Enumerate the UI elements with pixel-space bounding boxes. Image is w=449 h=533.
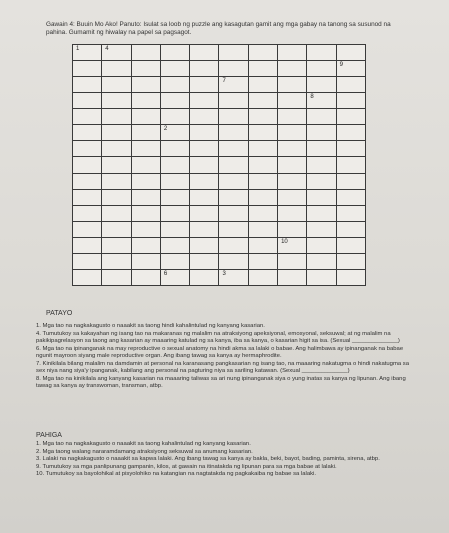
grid-cell[interactable] (248, 205, 277, 221)
grid-cell[interactable] (336, 157, 365, 173)
grid-cell[interactable] (190, 45, 219, 61)
grid-cell[interactable] (248, 253, 277, 269)
grid-cell[interactable] (131, 205, 160, 221)
grid-cell[interactable] (248, 221, 277, 237)
grid-cell[interactable] (102, 189, 131, 205)
grid-row (73, 237, 366, 253)
grid-row (73, 61, 366, 77)
grid-cell[interactable] (336, 61, 365, 77)
grid-cell[interactable] (219, 125, 248, 141)
grid-row (73, 173, 366, 189)
grid-cell[interactable] (190, 269, 219, 285)
grid-cell[interactable] (131, 77, 160, 93)
grid-cell[interactable] (336, 253, 365, 269)
grid-cell[interactable] (73, 141, 102, 157)
grid-cell[interactable] (278, 253, 307, 269)
grid-cell[interactable] (102, 109, 131, 125)
grid-cell[interactable] (307, 173, 336, 189)
grid-cell[interactable] (248, 45, 277, 61)
grid-cell[interactable] (131, 45, 160, 61)
grid-cell[interactable] (219, 173, 248, 189)
grid-cell[interactable] (307, 157, 336, 173)
grid-cell[interactable] (307, 77, 336, 93)
grid-cell[interactable] (219, 237, 248, 253)
grid-cell[interactable] (102, 173, 131, 189)
grid-cell[interactable] (336, 93, 365, 109)
grid-cell[interactable] (160, 141, 189, 157)
grid-cell[interactable] (73, 125, 102, 141)
grid-cell[interactable] (102, 77, 131, 93)
grid-cell[interactable] (307, 93, 336, 109)
grid-cell[interactable] (307, 45, 336, 61)
grid-cell[interactable] (307, 205, 336, 221)
clue-item: 7. Kinikilala bilang malalim na damdamin at personal na karanasang pangkasarian ng isang tao, na maaaring nakatugma o hindi nakatugma sa sex niya nang siya'y ipanganak, kabilang ang personal na pagturing niya sa sariling katawan. (Sexual ______________) (36, 360, 409, 374)
grid-cell[interactable] (73, 173, 102, 189)
grid-cell[interactable] (190, 125, 219, 141)
grid-row (73, 141, 366, 157)
grid-row (73, 189, 366, 205)
grid-cell[interactable] (190, 253, 219, 269)
grid-cell[interactable] (102, 237, 131, 253)
grid-cell[interactable] (336, 205, 365, 221)
clue-number: 1 (76, 46, 80, 52)
grid-cell[interactable] (160, 109, 189, 125)
grid-cell[interactable] (190, 205, 219, 221)
grid-cell[interactable] (190, 61, 219, 77)
grid-cell[interactable] (190, 173, 219, 189)
grid-cell[interactable] (278, 77, 307, 93)
grid-row (73, 253, 366, 269)
grid-cell[interactable] (160, 221, 189, 237)
grid-cell[interactable] (131, 157, 160, 173)
grid-cell[interactable] (102, 157, 131, 173)
grid-row (73, 157, 366, 173)
grid-row (73, 269, 366, 285)
grid-cell[interactable] (160, 237, 189, 253)
clue-item: 6. Mga tao na ipinanganak na may reproductive o sexual anatomy na hindi akma sa lalaki o babae. Ang halimbawa ay ipinanganak na babae ngunit mayroon siyang male reproductive organ. Ang ibang tawag sa kanya ay hermaphrodite. (36, 345, 404, 359)
grid-cell[interactable] (278, 93, 307, 109)
grid-cell[interactable] (248, 189, 277, 205)
grid-cell[interactable] (131, 93, 160, 109)
grid-cell[interactable] (131, 173, 160, 189)
grid-cell[interactable] (219, 205, 248, 221)
grid-cell[interactable] (307, 141, 336, 157)
clue-item: 1. Mga tao na nagkakagusto o naaakit sa taong hindi kahalintulad ng kanyang kasarian. (36, 323, 265, 329)
grid-cell[interactable] (73, 205, 102, 221)
grid-cell[interactable] (190, 221, 219, 237)
grid-cell[interactable] (131, 141, 160, 157)
grid-cell[interactable] (131, 125, 160, 141)
grid-cell[interactable] (160, 205, 189, 221)
clue-number: 6 (163, 270, 168, 277)
grid-cell[interactable] (73, 221, 102, 237)
grid-cell[interactable] (307, 269, 336, 285)
grid-cell[interactable] (131, 109, 160, 125)
grid-cell[interactable] (248, 125, 277, 141)
grid-row (73, 109, 366, 125)
grid-cell[interactable] (219, 189, 248, 205)
grid-cell[interactable] (73, 157, 102, 173)
grid-cell[interactable] (102, 45, 131, 61)
grid-cell[interactable] (160, 45, 189, 61)
grid-cell[interactable] (102, 61, 131, 77)
grid-cell[interactable] (278, 237, 307, 253)
grid-row (73, 221, 366, 237)
clue-item: 2. Mga taong walang nararamdamang atraksiyong seksuwal sa anumang kasarian. (36, 448, 253, 455)
grid-cell[interactable] (307, 253, 336, 269)
clue-number: 9 (339, 62, 344, 69)
grid-cell[interactable] (336, 189, 365, 205)
grid-cell[interactable] (73, 93, 102, 109)
grid-cell[interactable] (73, 77, 102, 93)
grid-cell[interactable] (307, 221, 336, 237)
grid-cell[interactable] (190, 77, 219, 93)
grid-row (73, 205, 366, 221)
grid-cell[interactable] (190, 109, 219, 125)
grid-cell[interactable] (219, 221, 248, 237)
grid-cell[interactable] (307, 125, 336, 141)
grid-row (73, 93, 366, 109)
grid-cell[interactable] (336, 269, 365, 285)
clue-number: 8 (310, 94, 314, 101)
grid-cell[interactable] (219, 77, 248, 93)
clue-number: 3 (222, 270, 226, 277)
grid-cell[interactable] (336, 109, 365, 125)
grid-cell[interactable] (219, 269, 248, 285)
grid-cell[interactable] (278, 141, 307, 157)
grid-cell[interactable] (160, 253, 189, 269)
grid-cell[interactable] (73, 237, 102, 253)
clue-number: 7 (222, 78, 226, 85)
grid-cell[interactable] (73, 253, 102, 269)
grid-cell[interactable] (219, 93, 248, 109)
grid-cell[interactable] (73, 269, 102, 285)
grid-cell[interactable] (190, 141, 219, 157)
grid-cell[interactable] (336, 221, 365, 237)
grid-cell[interactable] (190, 93, 219, 109)
grid-cell[interactable] (278, 173, 307, 189)
grid-cell[interactable] (248, 237, 277, 253)
grid-cell[interactable] (219, 109, 248, 125)
instructions: Gawain 4: Buuin Mo Ako! Panuto: Isulat sa loob ng puzzle ang kasagutan gamit ang mga gabay na tanong sa susunod na pahina. Gumamit ng hiwalay na papel sa pagsagot. (46, 21, 391, 37)
grid-cell[interactable] (160, 125, 189, 141)
grid-cell[interactable] (73, 189, 102, 205)
grid-cell[interactable] (73, 61, 102, 77)
clue-item: 1. Mga tao na nagkakagusto o naaakit sa taong kahalintulad ng kanyang kasarian. (36, 441, 251, 447)
grid-cell[interactable] (278, 45, 307, 61)
grid-cell[interactable] (278, 189, 307, 205)
grid-cell[interactable] (278, 269, 307, 285)
grid-row (73, 45, 366, 61)
grid-cell[interactable] (73, 45, 102, 61)
pababa-title: PATAYO (46, 310, 73, 317)
clue-number: 4 (105, 46, 109, 52)
grid-cell[interactable] (248, 269, 277, 285)
grid-cell[interactable] (307, 237, 336, 253)
grid-cell[interactable] (219, 61, 248, 77)
grid-cell[interactable] (278, 61, 307, 77)
clue-item: 4. Tumutukoy sa kakayahan ng isang tao na makaranas ng malalim na atraksiyong apeksiyonal, emosyonal, seksuwal; at ng malalim na pakikipagrelasyon sa taong ang kasarian ay maaaring katulad ng sa kanya, iba sa kanya, o kasarian higit sa isa. (Sexual ______________) (36, 330, 400, 344)
grid-cell[interactable] (278, 221, 307, 237)
grid-cell[interactable] (248, 93, 277, 109)
grid-cell[interactable] (131, 221, 160, 237)
grid-cell[interactable] (278, 205, 307, 221)
grid-cell[interactable] (160, 173, 189, 189)
grid-cell[interactable] (102, 205, 131, 221)
grid-cell[interactable] (336, 237, 365, 253)
crossword-grid (72, 44, 366, 286)
grid-cell[interactable] (190, 237, 219, 253)
grid-cell[interactable] (336, 173, 365, 189)
grid-cell[interactable] (248, 173, 277, 189)
clue-number: 2 (163, 126, 168, 133)
grid-cell[interactable] (131, 189, 160, 205)
grid-cell[interactable] (248, 109, 277, 125)
grid-row (73, 125, 366, 141)
grid-cell[interactable] (73, 109, 102, 125)
pababa-clues (36, 323, 416, 391)
grid-cell[interactable] (248, 61, 277, 77)
grid-cell[interactable] (160, 77, 189, 93)
grid-cell[interactable] (160, 189, 189, 205)
grid-cell[interactable] (190, 157, 219, 173)
grid-cell[interactable] (102, 269, 131, 285)
pahiga-clues (36, 441, 416, 479)
grid-cell[interactable] (248, 141, 277, 157)
grid-cell[interactable] (278, 125, 307, 141)
grid-cell[interactable] (190, 189, 219, 205)
grid-cell[interactable] (307, 189, 336, 205)
grid-cell[interactable] (248, 77, 277, 93)
clue-item: 8. Mga tao na kinikilala ang kanyang kasarian na maaaring taliwas sa ari nung ipinanganak siya o yung inatas sa kanya ng lipunan. Ang ibang tawag sa kanya ay transwoman, transman, atbp. (36, 375, 406, 389)
grid-cell[interactable] (219, 253, 248, 269)
grid-cell[interactable] (219, 141, 248, 157)
grid-cell[interactable] (102, 125, 131, 141)
grid-cell[interactable] (336, 125, 365, 141)
grid-row (73, 77, 366, 93)
grid-cell[interactable] (102, 141, 131, 157)
grid-cell[interactable] (336, 141, 365, 157)
grid-cell[interactable] (278, 109, 307, 125)
crossword-table (72, 44, 366, 286)
grid-cell[interactable] (102, 253, 131, 269)
grid-cell[interactable] (336, 77, 365, 93)
grid-cell[interactable] (307, 61, 336, 77)
grid-cell[interactable] (131, 253, 160, 269)
grid-cell[interactable] (102, 221, 131, 237)
grid-cell[interactable] (278, 157, 307, 173)
grid-cell[interactable] (102, 93, 131, 109)
grid-cell[interactable] (219, 157, 248, 173)
pahiga-title: PAHIGA (36, 432, 62, 439)
grid-cell[interactable] (131, 61, 160, 77)
grid-cell[interactable] (160, 269, 189, 285)
clue-number: 10 (281, 238, 288, 245)
grid-cell[interactable] (248, 157, 277, 173)
grid-cell[interactable] (131, 237, 160, 253)
clue-item: 3. Lalaki na nagkakagusto o naaakit sa kapwa lalaki. Ang ibang tawag sa kanya ay bakla, beki, bayot, bading, paminta, sirena, atbp. (36, 456, 380, 462)
grid-cell[interactable] (307, 109, 336, 125)
grid-cell[interactable] (160, 157, 189, 173)
clue-item: 9. Tumutukoy sa mga panlipunang gampanin, kilos, at gawain na itinatakda ng lipunan para sa mga babae at lalaki. (36, 463, 337, 470)
grid-cell[interactable] (160, 93, 189, 109)
grid-cell[interactable] (131, 269, 160, 285)
grid-cell[interactable] (160, 61, 189, 77)
grid-cell[interactable] (336, 45, 365, 61)
clue-item: 10. Tumutukoy sa bayolohikal at pisyolohiko na katangian na nagtatakda ng pagkakaiba ng babae sa lalaki. (36, 471, 317, 477)
grid-cell[interactable] (219, 45, 248, 61)
